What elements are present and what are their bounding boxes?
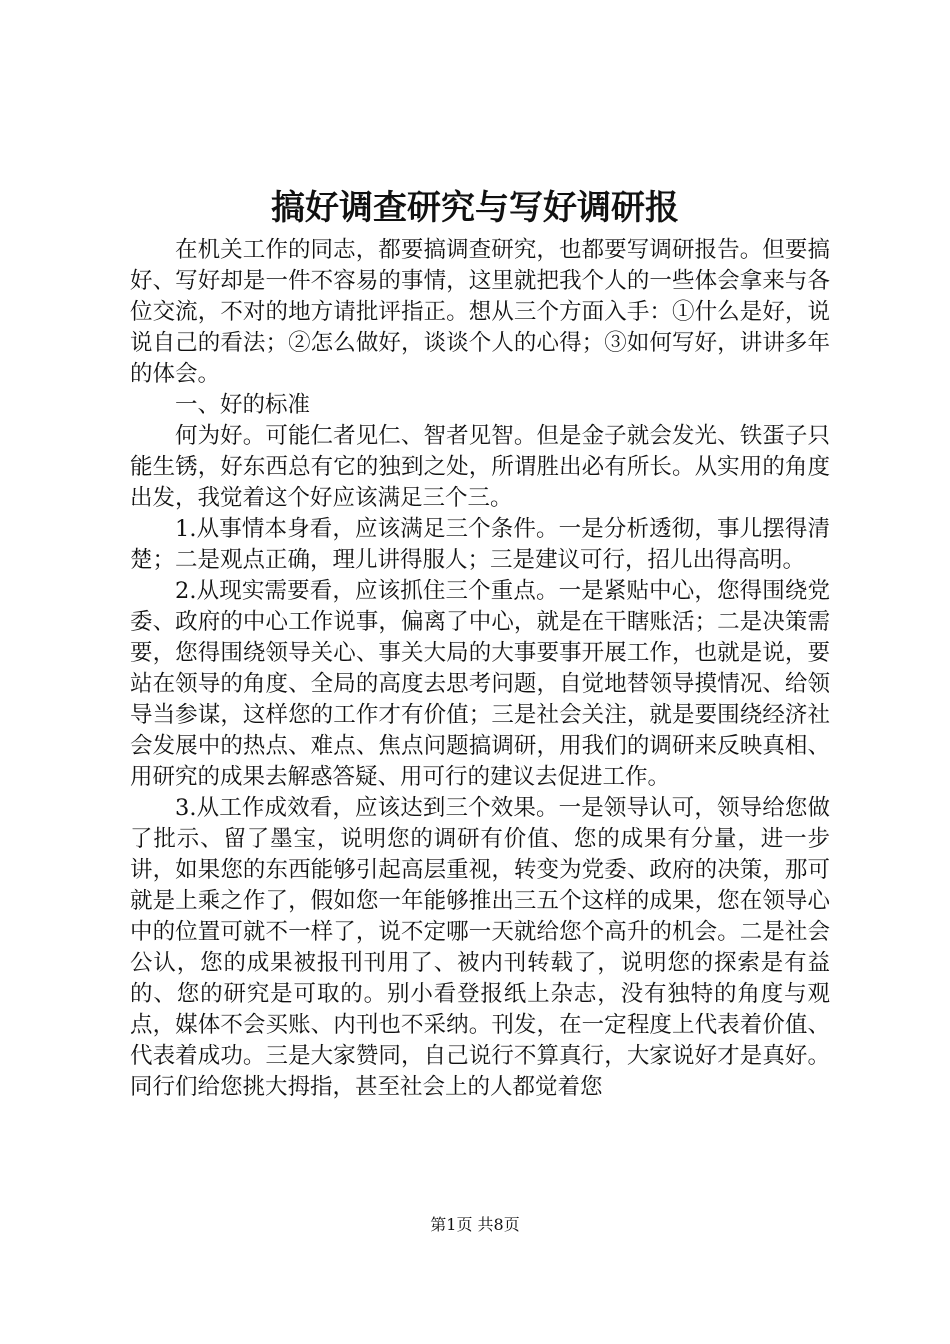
paragraph-point-2: 2.从现实需要看，应该抓住三个重点。一是紧贴中心，您得围绕党委、政府的中心工作说事，偏离了中心，就是在干瞎账活；二是决策需要，您得围绕领导关心、事关大局的大事要事开展工作，也就是说，要站在领导的角度、全局的高度去思考问题，自觉地替领导摸情况、给领导当参谋，这样您的工作才有价值；三是社会关注，就是要围绕经济社会发展中的热点、难点、焦点问题搞调研，用我们的调研来反映真相、用研究的成果去解惑答疑、用可行的建议去促进工作。 — [130, 578, 830, 790]
paragraph-point-3: 3.从工作成效看，应该达到三个效果。一是领导认可，领导给您做了批示、留了墨宝，说明您的调研有价值、您的成果有分量，进一步讲，如果您的东西能够引起高层重视，转变为党委、政府的决策，那可就是上乘之作了，假如您一年能够推出三五个这样的成果，您在领导心中的位置可就不一样了，说不定哪一天就给您个高升的机会。二是社会公认，您的成果被报刊刊用了、被内刊转载了，说明您的探索是有益的、您的研究是可取的。别小看登报纸上杂志，没有独特的角度与观点，媒体不会买账、内刊也不采纳。刊发，在一定程度上代表着价值、代表着成功。三是大家赞同，自己说行不算真行，大家说好才是真好。同行们给您挑大拇指，甚至社会上的人都觉着您 — [130, 795, 830, 1100]
document-body — [130, 235, 830, 1103]
document-title: 搞好调查研究与写好调研报 — [271, 188, 679, 228]
paragraph-definition: 何为好。可能仁者见仁、智者见智。但是金子就会发光、铁蛋子只能生锈，好东西总有它的独到之处，所谓胜出必有所长。从实用的角度出发，我觉着这个好应该满足三个三。 — [130, 423, 830, 511]
paragraph-intro: 在机关工作的同志，都要搞调查研究，也都要写调研报告。但要搞好、写好却是一件不容易的事情，这里就把我个人的一些体会拿来与各位交流，不对的地方请批评指正。想从三个方面入手：①什么是好，说说自己的看法；②怎么做好，谈谈个人的心得；③如何写好，讲讲多年的体会。 — [130, 237, 830, 387]
page-footer: 第1页 共8页 — [430, 1215, 520, 1234]
section-heading: 一、好的标准 — [175, 392, 311, 418]
paragraph-point-1: 1.从事情本身看，应该满足三个条件。一是分析透彻，事儿摆得清楚；二是观点正确，理儿讲得服人；三是建议可行，招儿出得高明。 — [130, 516, 830, 573]
